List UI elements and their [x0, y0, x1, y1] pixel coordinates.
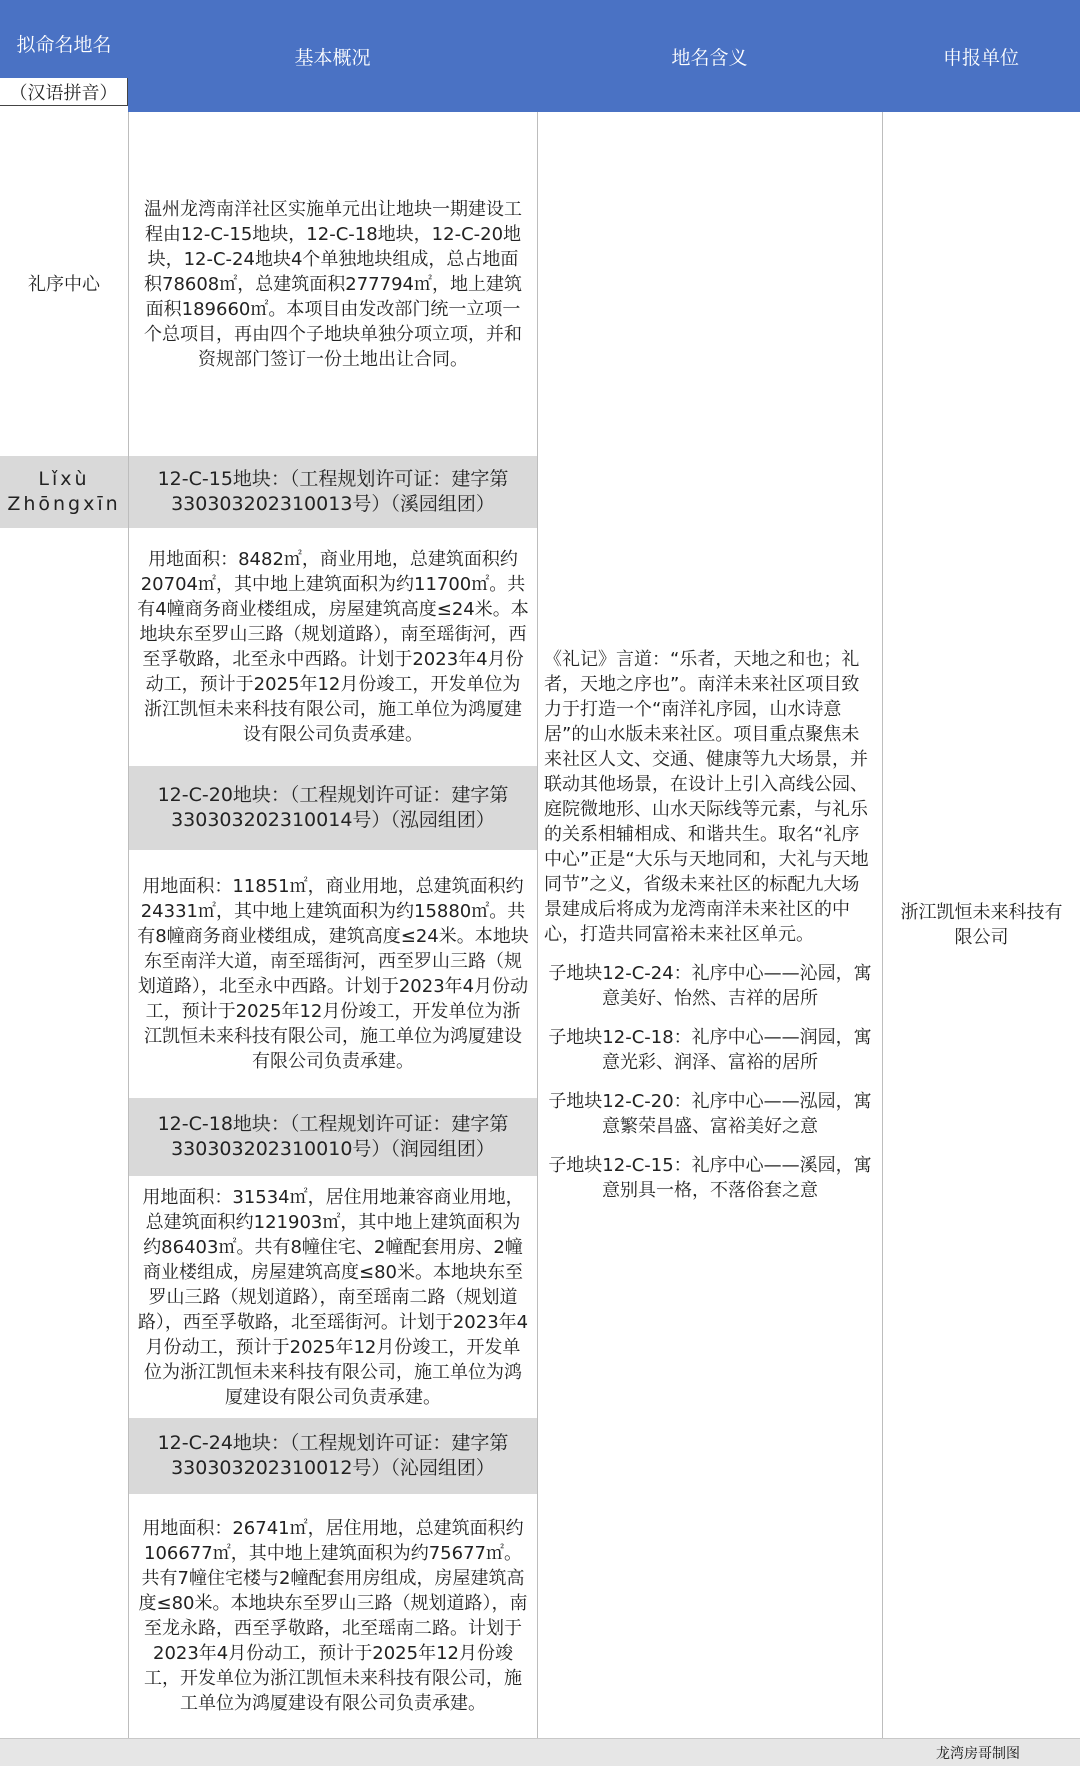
header-pinyin-label: （汉语拼音） — [9, 82, 118, 104]
header-pinyin-subcell — [0, 78, 128, 106]
parcel-detail — [128, 528, 537, 766]
parcel-detail-text: 用地面积：8482㎡，商业用地，总建筑面积约 20704㎡，其中地上建筑面积为约11700㎡。共有4幢商务商业楼组成，房屋建筑高度≤24米。本地块东至罗山三路（规划道路），南至瑶街河，西至孚敬路，北至永中西路。计划于2023年4月份动工，预计于2025年12月份竣工，开发单位为浙江凯恒未来科技有限公司，施工单位为鸿厦建设有限公司负责承建。 — [137, 549, 529, 745]
meaning-main-text: 《礼记》言道：“乐者，天地之和也；礼者，天地之序也”。南洋未来社区项目致力于打造一个“南洋礼序园，山水诗意居”的山水版未来社区。项目重点聚焦未来社区人文、交通、健康等九大场景，并联动其他场景，在设计上引入高线公园、庭院微地形、山水天际线等元素，与礼乐的关系相辅相成、和谐共生。取名“礼序中心”正是“大乐与天地同和，大礼与天地同节”之义，省级未来社区的标配九大场景建成后将成为龙湾南洋未来社区的中心，打造共同富裕未来社区单元。 — [544, 649, 869, 945]
header-name-label: 拟命名地名 — [16, 34, 112, 56]
parcel-detail-text: 用地面积：31534㎡，居住用地兼容商业用地，总建筑面积约121903㎡，其中地上建筑面积为约86403㎡。共有8幢住宅、2幢配套用房、2幢商业楼组成，房屋建筑高度≤80米。本地块东至罗山三路（规划道路），南至瑶南二路（规划道路），西至孚敬路，北至瑶街河。计划于2023年4月份动工，预计于2025年12月份竣工，开发单位为浙江凯恒未来科技有限公司，施工单位为鸿厦建设有限公司负责承建。 — [137, 1186, 529, 1408]
meaning-sub-item: 子地块12-C-20：礼序中心——泓园，寓意繁荣昌盛、富裕美好之意 — [548, 1091, 872, 1137]
parcel-heading — [128, 766, 537, 850]
parcel-heading-text: 12-C-24地块：（工程规划许可证：建字第330303202310012号）（沁园组团） — [157, 1432, 509, 1479]
parcel-heading-text: 12-C-15地块：（工程规划许可证：建字第330303202310013号）（溪园组团） — [157, 468, 509, 515]
place-name-pinyin-cell — [0, 456, 128, 528]
place-name-chinese: 礼序中心 — [28, 273, 100, 295]
parcel-detail-text: 用地面积：26741㎡，居住用地，总建筑面积约106677㎡，其中地上建筑面积为约75677㎡。共有7幢住宅楼与2幢配套用房组成，房屋建筑高度≤80米。本地块东至罗山三路（规划道路），南至龙永路，西至孚敬路，北至瑶南二路。计划于2023年4月份动工，预计于2025年12月份竣工，开发单位为浙江凯恒未来科技有限公司，施工单位为鸿厦建设有限公司负责承建。 — [138, 1518, 528, 1714]
header-col-name — [0, 0, 128, 78]
header-applicant-label: 申报单位 — [942, 46, 1019, 69]
parcel-detail-text: 用地面积：11851㎡，商业用地，总建筑面积约24331㎡，其中地上建筑面积为约15880㎡。共有8幢商务商业楼组成，建筑高度≤24米。本地块东至南洋大道，南至瑶街河，西至罗山三路（规划道路），北至永中西路。计划于2023年4月份动工，预计于2025年12月份竣工，开发单位为浙江凯恒未来科技有限公司，施工单位为鸿厦建设有限公司负责承建。 — [137, 876, 529, 1072]
meaning-sub-item: 子地块12-C-15：礼序中心——溪园，寓意别具一格，不落俗套之意 — [548, 1155, 872, 1201]
applicant-text: 浙江凯恒未来科技有限公司 — [900, 902, 1063, 948]
meaning-sub-item: 子地块12-C-24：礼序中心——沁园，寓意美好、怡然、吉祥的居所 — [548, 963, 872, 1009]
footer-bar — [0, 1738, 1080, 1766]
meaning-cell — [537, 112, 882, 1738]
meaning-sub-item: 子地块12-C-18：礼序中心——润园，寓意光彩、润泽、富裕的居所 — [548, 1027, 872, 1073]
header-overview-label: 基本概况 — [294, 46, 371, 69]
parcel-detail — [128, 850, 537, 1098]
header-col-overview — [128, 0, 537, 112]
applicant-cell — [882, 112, 1080, 1738]
header-col-applicant — [882, 0, 1080, 112]
parcel-heading — [128, 1098, 537, 1176]
parcel-heading — [128, 1418, 537, 1494]
header-col-meaning — [537, 0, 882, 112]
place-name-pinyin: Lǐxù Zhōngxīn — [7, 468, 121, 515]
parcel-detail — [128, 1176, 537, 1418]
header-meaning-label: 地名含义 — [671, 46, 748, 69]
name-column-blank — [0, 528, 128, 1738]
parcel-detail — [128, 1494, 537, 1738]
parcel-heading — [128, 456, 537, 528]
footer-credit: 龙湾房哥制图 — [936, 1746, 1020, 1762]
parcel-heading-text: 12-C-18地块：（工程规划许可证：建字第330303202310010号）（润园组团） — [157, 1113, 509, 1160]
overview-cell — [128, 112, 537, 456]
parcel-heading-text: 12-C-20地块：（工程规划许可证：建字第330303202310014号）（泓园组团） — [157, 784, 509, 831]
overview-text: 温州龙湾南洋社区实施单元出让地块一期建设工程由12-C-15地块，12-C-18地块，12-C-20地块，12-C-24地块4个单独地块组成，总占地面积78608㎡，总建筑面积277794㎡，地上建筑面积189660㎡。本项目由发改部门统一立项一个总项目，再由四个子地块单独分项立项，并和资规部门签订一份土地出让合同。 — [144, 198, 522, 370]
place-name-cell — [0, 112, 128, 456]
